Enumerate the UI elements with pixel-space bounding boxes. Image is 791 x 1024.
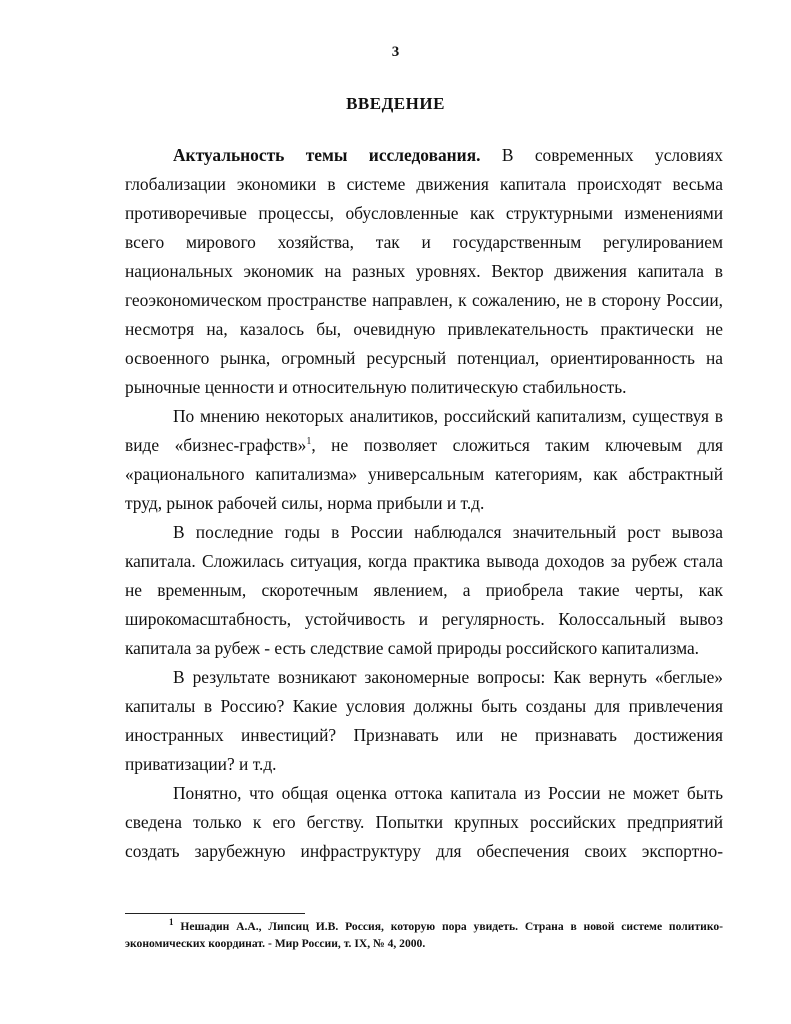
paragraph-line: капиталы в Россию? Какие условия должны быть созданы для привлечения: [125, 696, 723, 716]
paragraph-line: Понятно, что общая оценка оттока капитала из России не может быть: [173, 783, 723, 803]
paragraph-line: приватизации? и т.д.: [125, 754, 277, 774]
paragraph-line: труд, рынок рабочей силы, норма прибыли и т.д.: [125, 493, 485, 513]
paragraph-line: несмотря на, казалось бы, очевидную привлекательность практически не: [125, 319, 723, 339]
paragraph-line: «рационального капитализма» универсальным категориям, как абстрактный: [125, 464, 723, 484]
footnote: [125, 918, 723, 952]
paragraph-line: широкомасштабность, устойчивость и регулярность. Колоссальный вывоз: [125, 609, 723, 629]
paragraph-line: геоэкономическом пространстве направлен, к сожалению, не в сторону России,: [125, 290, 723, 310]
paragraph-line: капитала за рубеж - есть следствие самой природы российского капитализма.: [125, 638, 700, 658]
paragraph-line: не временным, скоротечным явлением, а приобрела такие черты, как: [125, 580, 723, 600]
paragraph-line: рыночные ценности и относительную политическую стабильность.: [125, 377, 627, 397]
section-heading: ВВЕДЕНИЕ: [346, 94, 445, 113]
body-text: [125, 141, 723, 866]
paragraph-line: Актуальность темы исследования. В современных условиях: [173, 145, 723, 165]
paragraph-line: освоенного рынка, огромный ресурсный потенциал, ориентированность на: [125, 348, 723, 368]
lead-phrase: Актуальность темы исследования.: [173, 145, 481, 165]
page-number: 3: [391, 44, 400, 60]
paragraph-line: создать зарубежную инфраструктуру для обеспечения своих экспортно-: [125, 841, 723, 861]
paragraph-line: В результате возникают закономерные вопросы: Как вернуть «беглые»: [173, 667, 723, 687]
footnote-line: экономических координат. - Мир России, т. IX, № 4, 2000.: [125, 937, 426, 950]
footnote-mark: 1: [169, 917, 174, 927]
footnote-reference[interactable]: 1: [306, 436, 312, 447]
paragraph-line: По мнению некоторых аналитиков, российский капитализм, существуя в: [173, 406, 723, 426]
paragraph-line: виде «бизнес-графств»$^1$, не позволяет сложиться таким ключевым для: [125, 435, 723, 455]
paragraph-line: сведена только к его бегству. Попытки крупных российских предприятий: [125, 812, 723, 832]
paragraph-line: национальных экономик на разных уровнях. Вектор движения капитала в: [125, 261, 723, 281]
footnote-divider: [125, 913, 305, 914]
paragraph-line: противоречивые процессы, обусловленные как структурными изменениями: [125, 203, 723, 223]
footnote-line: $^1$ Нешадин А.А., Липсиц И.В. Россия, которую пора увидеть. Страна в новой системе политико-: [169, 917, 723, 933]
paragraph-line: капитала. Сложилась ситуация, когда практика вывода доходов за рубеж стала: [125, 551, 723, 571]
paragraph-line: иностранных инвестиций? Признавать или не признавать достижения: [125, 725, 723, 745]
paragraph-line: В последние годы в России наблюдался значительный рост вывоза: [173, 522, 723, 542]
paragraph-line: всего мирового хозяйства, так и государственным регулированием: [125, 232, 723, 252]
paragraph-line: глобализации экономики в системе движения капитала происходят весьма: [125, 174, 723, 194]
